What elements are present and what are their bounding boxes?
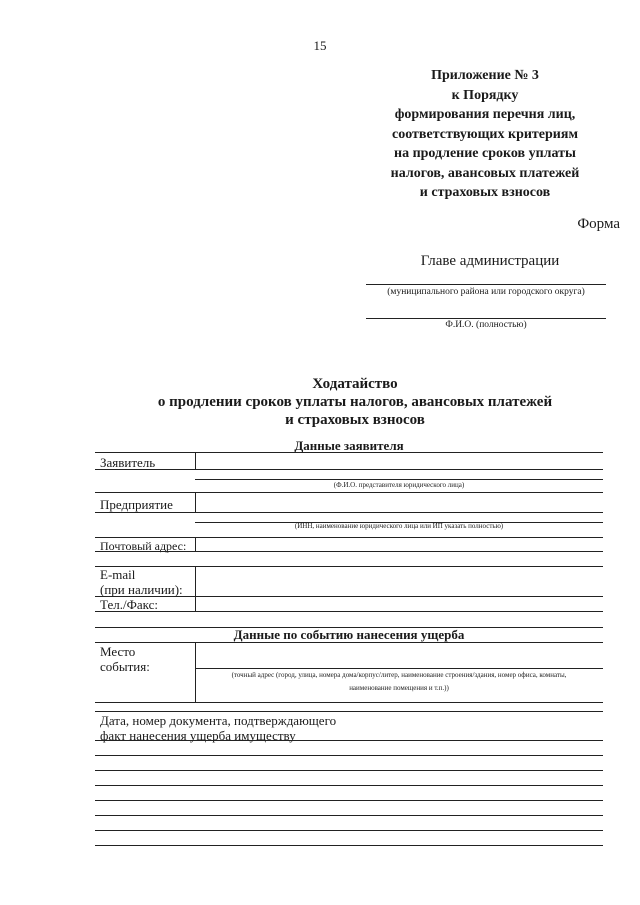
appendix-line: Приложение № 3 bbox=[431, 68, 539, 83]
damage-document-label: Дата, номер документа, подтверждающего bbox=[100, 713, 337, 728]
enterprise-row-line bbox=[95, 512, 603, 513]
postal-bottom-line bbox=[95, 566, 603, 567]
enterprise-divider bbox=[195, 492, 196, 512]
postal-divider bbox=[195, 537, 196, 551]
write-in-line[interactable] bbox=[95, 815, 603, 816]
applicant-bottom-line bbox=[95, 492, 603, 493]
appendix-line: и страховых взносов bbox=[419, 185, 551, 200]
event-place-caption-2: наименование помещения и т.п.)) bbox=[349, 684, 449, 692]
applicant-caption: (Ф.И.О. представителя юридического лица) bbox=[333, 481, 465, 489]
enterprise-caption: (ИНН, наименование юридического лица или ИП указать полностью) bbox=[294, 522, 504, 530]
appendix-header bbox=[360, 66, 610, 203]
municipality-field-line[interactable] bbox=[366, 284, 606, 285]
municipality-caption: (муниципального района или городского округа) bbox=[387, 287, 585, 297]
email-divider bbox=[195, 566, 196, 596]
event-place-label: Место bbox=[100, 644, 136, 659]
applicant-divider bbox=[195, 452, 196, 469]
addressee-title: Главе администрации bbox=[420, 253, 560, 269]
email-row-line[interactable] bbox=[95, 596, 603, 597]
event-place-label-2: события: bbox=[100, 659, 150, 674]
table-top-border bbox=[95, 452, 603, 453]
document-title-line: Ходатайство bbox=[312, 376, 398, 392]
fio-field-line[interactable] bbox=[366, 318, 606, 319]
document-title-line: и страховых взносов bbox=[285, 412, 425, 428]
write-in-line[interactable] bbox=[95, 845, 603, 846]
enterprise-bottom-line bbox=[95, 537, 603, 538]
event-place-bottom bbox=[95, 702, 603, 703]
applicant-section-title: Данные заявителя bbox=[294, 438, 404, 453]
postal-address-label: Почтовый адрес: bbox=[100, 539, 187, 553]
enterprise-label: Предприятие bbox=[100, 497, 173, 512]
postal-row-line[interactable] bbox=[95, 551, 603, 552]
email-label-note: (при наличии): bbox=[100, 582, 183, 597]
phone-fax-label: Тел./Факс: bbox=[100, 597, 158, 612]
write-in-line[interactable] bbox=[95, 830, 603, 831]
phone-row-line[interactable] bbox=[95, 611, 603, 612]
appendix-line: к Порядку bbox=[451, 87, 519, 103]
write-in-line[interactable] bbox=[95, 755, 603, 756]
write-in-line[interactable] bbox=[95, 770, 603, 771]
document-title-line: о продлении сроков уплаты налогов, авансовых платежей bbox=[157, 394, 553, 410]
damage-table-top bbox=[95, 642, 603, 643]
applicant-label: Заявитель bbox=[100, 455, 156, 470]
appendix-line: налогов, авансовых платежей bbox=[390, 165, 580, 181]
appendix-line: соответствующих критериям bbox=[392, 126, 578, 142]
damage-section-title: Данные по событию нанесения ущерба bbox=[233, 627, 465, 642]
appendix-line: формирования перечня лиц, bbox=[394, 107, 576, 122]
phone-divider bbox=[195, 596, 196, 611]
applicant-row-line bbox=[95, 469, 603, 470]
document-block-top bbox=[95, 711, 603, 712]
event-place-field-line[interactable] bbox=[195, 668, 603, 669]
write-in-line[interactable] bbox=[95, 740, 603, 741]
form-label: Форма bbox=[577, 216, 620, 232]
appendix-line: на продление сроков уплаты bbox=[394, 146, 576, 161]
page-number: 15 bbox=[313, 38, 327, 53]
email-label: E-mail bbox=[100, 567, 136, 582]
document-title bbox=[110, 375, 600, 429]
damage-document-label-2: факт нанесения ущерба имуществу bbox=[100, 728, 296, 743]
write-in-line[interactable] bbox=[95, 785, 603, 786]
event-place-caption: (точный адрес (город, улица, номера дома/корпус/литер, наименование строения/здания, номер офиса, комнаты, bbox=[231, 671, 567, 679]
fio-caption: Ф.И.О. (полностью) bbox=[445, 320, 527, 330]
write-in-line[interactable] bbox=[95, 800, 603, 801]
